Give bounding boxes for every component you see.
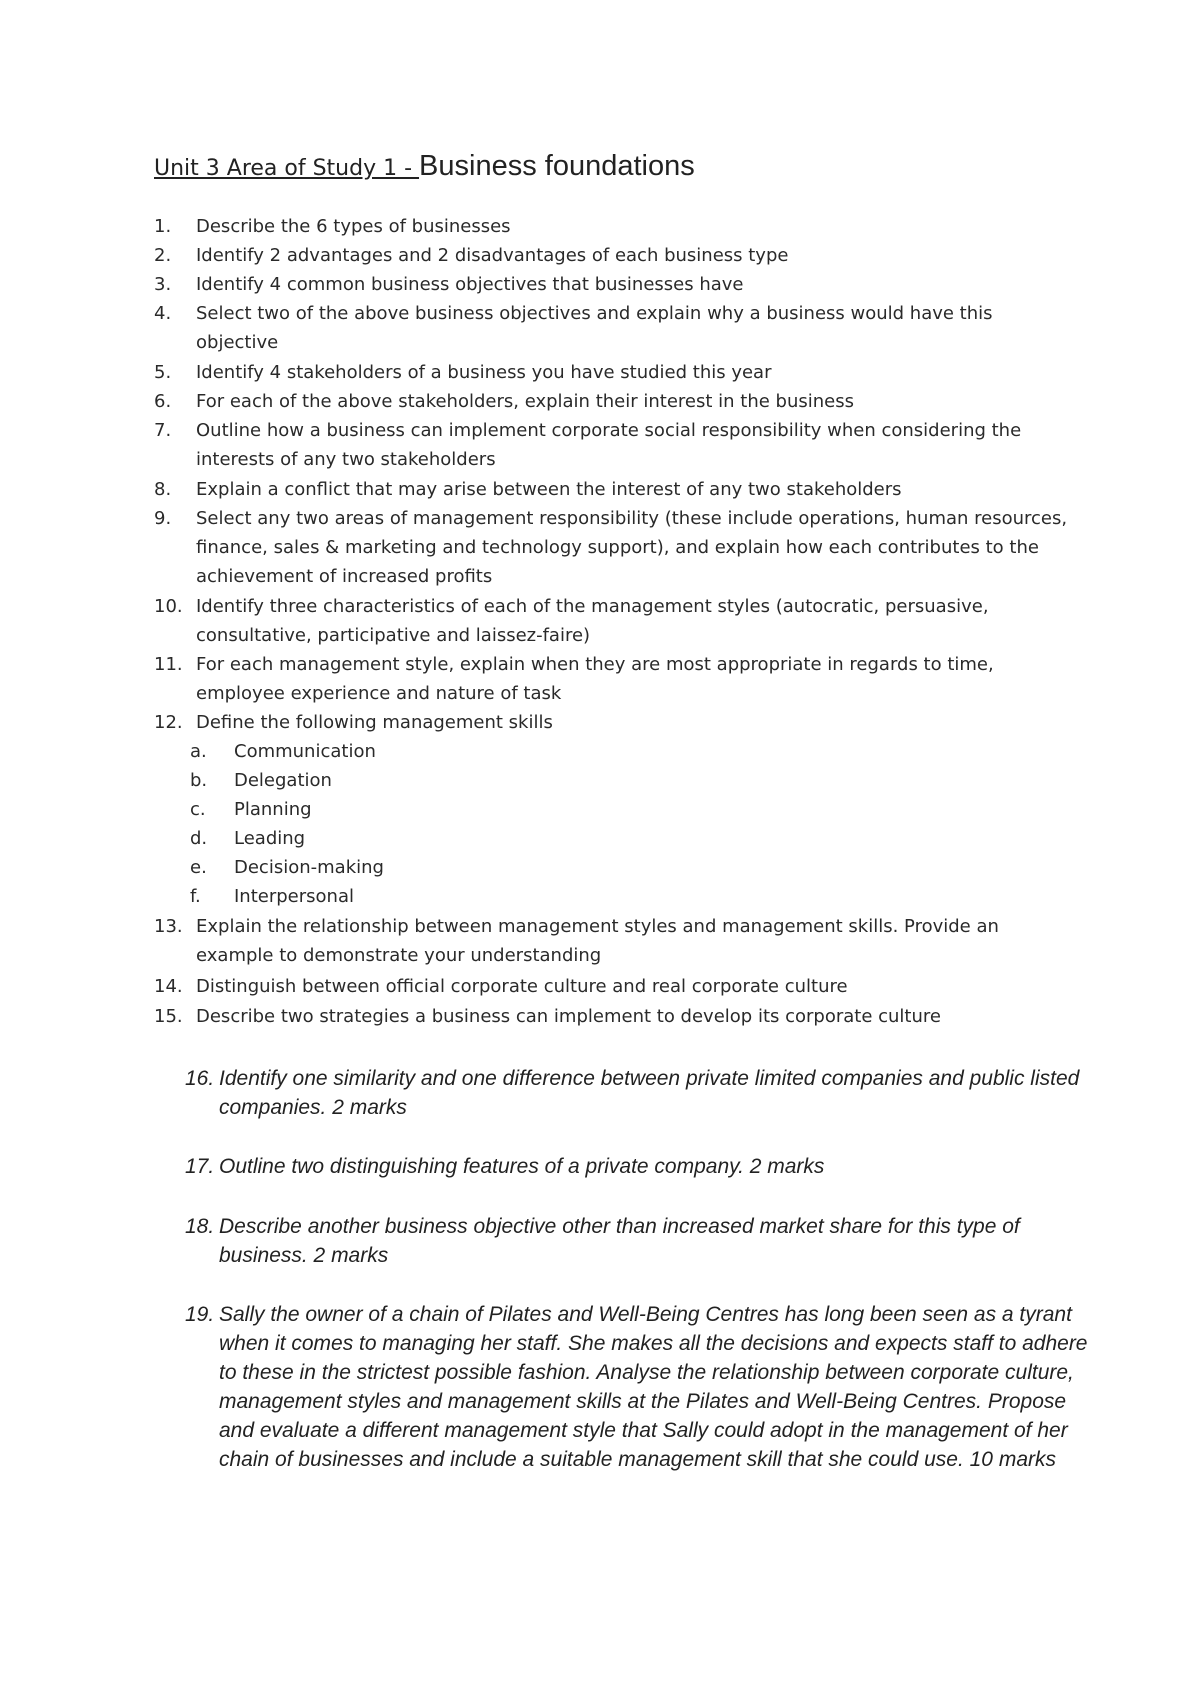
question-number: 5. xyxy=(154,362,172,383)
question-text: For each management style, explain when they are most appropriate in regards to time, employee experience and nature of task xyxy=(196,654,994,704)
question-item xyxy=(154,1002,941,1031)
page-title xyxy=(154,150,695,183)
skill-item xyxy=(190,795,312,824)
skill-letter: a. xyxy=(190,741,207,762)
exam-question-text: Describe another business objective other than increased market share for this type of business. 2 marks xyxy=(219,1215,1020,1267)
question-number: 14. xyxy=(154,976,183,997)
question-number: 11. xyxy=(154,654,183,675)
skill-item xyxy=(190,824,305,853)
question-item xyxy=(154,270,744,299)
question-text: For each of the above stakeholders, explain their interest in the business xyxy=(196,391,854,412)
question-text: Describe the 6 types of businesses xyxy=(196,216,511,237)
question-number: 3. xyxy=(154,274,172,295)
question-item xyxy=(154,475,902,504)
exam-question-text: Outline two distinguishing features of a private company. 2 marks xyxy=(219,1155,825,1178)
exam-question-number: 17. xyxy=(185,1155,215,1178)
skill-letter: e. xyxy=(190,857,207,878)
question-item xyxy=(154,912,999,970)
question-text: Define the following management skills xyxy=(196,712,553,733)
question-number: 13. xyxy=(154,916,183,937)
question-text: Identify 4 stakeholders of a business you have studied this year xyxy=(196,362,772,383)
question-item xyxy=(154,387,854,416)
skill-letter: d. xyxy=(190,828,208,849)
question-item xyxy=(154,358,771,387)
question-number: 12. xyxy=(154,712,183,733)
question-text: Describe two strategies a business can implement to develop its corporate culture xyxy=(196,1006,941,1027)
skill-text: Decision-making xyxy=(234,857,384,878)
exam-question-number: 18. xyxy=(185,1215,215,1238)
skill-text: Planning xyxy=(234,799,312,820)
question-item xyxy=(154,972,848,1001)
question-item xyxy=(154,708,553,737)
question-text: Identify three characteristics of each of the management styles (autocratic, persuasive, consultative, participative and laissez-faire) xyxy=(196,596,989,646)
skill-letter: f. xyxy=(190,886,201,907)
question-number: 7. xyxy=(154,420,172,441)
question-text: Outline how a business can implement corporate social responsibility when considering the interests of any two stakeholders xyxy=(196,420,1022,470)
question-text: Identify 4 common business objectives that businesses have xyxy=(196,274,744,295)
exam-question-number: 19. xyxy=(185,1303,215,1326)
question-item xyxy=(154,212,511,241)
question-item xyxy=(154,650,994,708)
skill-letter: c. xyxy=(190,799,206,820)
exam-question-text: Identify one similarity and one difference between private limited companies and public listed companies. 2 marks xyxy=(219,1067,1080,1119)
skill-item xyxy=(190,766,332,795)
question-item xyxy=(154,504,1067,591)
title-topic: Business foundations xyxy=(419,150,695,182)
question-item xyxy=(154,592,989,650)
question-text: Select two of the above business objectives and explain why a business would have this objective xyxy=(196,303,993,353)
exam-question xyxy=(185,1064,1079,1122)
question-text: Explain the relationship between management styles and management skills. Provide an example to demonstrate your understanding xyxy=(196,916,999,966)
skill-item xyxy=(190,737,376,766)
skill-item xyxy=(190,853,384,882)
question-number: 6. xyxy=(154,391,172,412)
question-number: 15. xyxy=(154,1006,183,1027)
exam-question xyxy=(185,1300,1088,1474)
skill-text: Interpersonal xyxy=(234,886,354,907)
question-number: 4. xyxy=(154,303,172,324)
exam-question xyxy=(185,1152,824,1181)
skill-text: Leading xyxy=(234,828,306,849)
question-number: 10. xyxy=(154,596,183,617)
question-number: 8. xyxy=(154,479,172,500)
exam-question-number: 16. xyxy=(185,1067,215,1090)
question-text: Distinguish between official corporate culture and real corporate culture xyxy=(196,976,848,997)
question-item xyxy=(154,299,993,357)
question-number: 1. xyxy=(154,216,172,237)
question-text: Select any two areas of management responsibility (these include operations, human resources, finance, sales & marketing and technology support), and explain how each contributes to the achievement of increased profits xyxy=(196,508,1068,587)
skill-item xyxy=(190,882,354,911)
exam-question-text: Sally the owner of a chain of Pilates and Well-Being Centres has long been seen as a tyrant when it comes to managing her staff. She makes all the decisions and expects staff to adhere to these in the strictest possible fashion. Analyse the relationship between corporate culture, management styles and management skills at the Pilates and Well-Being Centres. Propose and evaluate a different management style that Sally could adopt in the management of her chain of businesses and include a suitable management skill that she could use. 10 marks xyxy=(219,1303,1088,1471)
question-text: Explain a conflict that may arise between the interest of any two stakeholders xyxy=(196,479,902,500)
question-item xyxy=(154,241,788,270)
skill-text: Communication xyxy=(234,741,376,762)
question-item xyxy=(154,416,1021,474)
question-number: 2. xyxy=(154,245,172,266)
exam-question xyxy=(185,1212,1020,1270)
question-text: Identify 2 advantages and 2 disadvantages of each business type xyxy=(196,245,789,266)
title-unit: Unit 3 Area of Study 1 - xyxy=(154,156,420,181)
skill-letter: b. xyxy=(190,770,208,791)
skill-text: Delegation xyxy=(234,770,332,791)
question-number: 9. xyxy=(154,508,172,529)
